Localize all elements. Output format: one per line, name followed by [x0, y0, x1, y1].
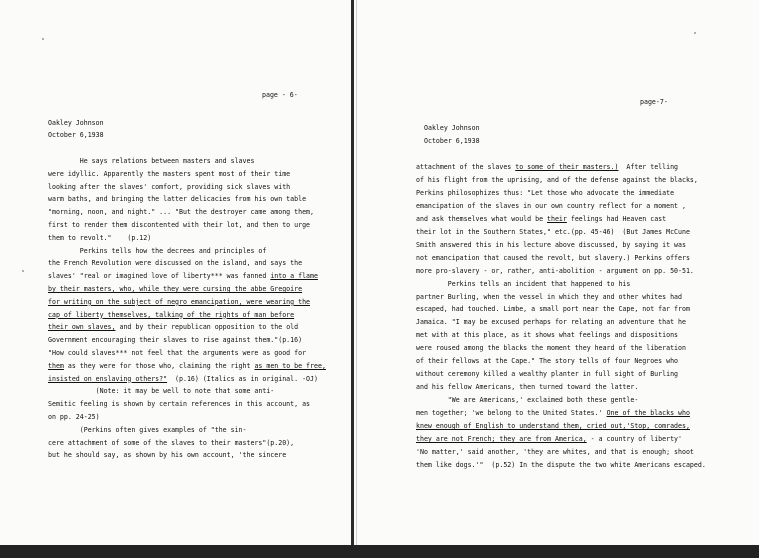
text-run: their lot in the Southern States," etc.(pp. 45-46) (But James McCune — [416, 227, 690, 236]
scan-speck — [694, 32, 696, 34]
text-run: - a country of liberty' — [586, 434, 682, 443]
scan-speck — [22, 270, 24, 272]
text-run: on pp. 24-25) — [48, 413, 100, 421]
text-line — [416, 305, 690, 313]
text-run: (p.16) (Italics as in original. -OJ) — [167, 374, 318, 383]
text-run: slaves' "real or imagined love of liberty*** was fanned — [48, 272, 271, 281]
right-page — [354, 0, 759, 545]
text-run: met with at this place, as it shows what feelings and dispositions — [416, 331, 679, 340]
text-run: Perkins tells an incident that happened to his — [416, 279, 631, 288]
text-run: "morning, noon, and night." ... "But the destroyer came among them, — [48, 208, 314, 217]
text-line — [416, 163, 678, 171]
text-line — [48, 170, 290, 178]
text-run: more pro-slavery - or, rather, anti-abolition - argument on pp. 50-51. — [416, 266, 694, 275]
text-run: Perkins tells how the decrees and principles of — [48, 246, 267, 255]
underlined-text: to some of their masters.) — [515, 163, 619, 171]
text-run: (Note: it may be well to note that some anti- — [48, 387, 275, 396]
text-run: and ask themselves what would be — [416, 214, 548, 223]
text-line — [416, 461, 706, 469]
text-line — [48, 387, 274, 395]
underlined-text: cap of liberty themselves, talking of the rights of man before — [48, 310, 295, 319]
page-number: page - 6- — [262, 91, 298, 99]
text-line — [48, 298, 310, 306]
text-line — [416, 409, 690, 417]
underlined-text: into a flame — [270, 272, 318, 281]
text-line — [416, 448, 694, 456]
underlined-text: as men to be free, — [254, 361, 326, 370]
text-line — [48, 349, 306, 357]
text-line — [416, 189, 674, 197]
underlined-text: they are not French; they are from America, — [416, 434, 587, 443]
text-line — [48, 195, 306, 203]
text-line — [48, 259, 302, 267]
text-run: warm baths, and bringing the latter delicacies from his own table — [48, 195, 307, 204]
text-line — [48, 426, 247, 434]
text-line — [48, 336, 302, 344]
text-line — [48, 272, 318, 280]
text-line — [48, 311, 294, 319]
page-edge-line — [356, 0, 357, 545]
underlined-text: their own slaves, — [48, 323, 116, 332]
text-line — [48, 400, 310, 408]
text-line — [416, 396, 638, 404]
header-date: October 6,1938 — [48, 131, 104, 139]
text-line — [48, 157, 254, 165]
text-run: them to revolt." (p.12) — [48, 233, 152, 242]
text-run: and his fellow Americans, then turned toward the latter. — [416, 383, 639, 392]
text-run: Semitic feeling is shown by certain references in this account, as — [48, 400, 311, 409]
text-run: and by their republican opposition to the old — [115, 323, 299, 332]
underlined-text: knew enough of English to understand them, cried out,'Stop, comrades, — [416, 422, 690, 430]
text-line — [48, 221, 310, 229]
text-line — [416, 176, 698, 184]
text-run: After telling — [618, 163, 679, 171]
text-line — [416, 331, 678, 339]
text-line — [48, 234, 151, 242]
text-line — [48, 375, 318, 383]
text-run: without ceremony killed a wealthy planter in full sight of Burling — [416, 370, 679, 379]
text-line — [48, 247, 266, 255]
text-run: (Perkins often gives examples of "the sin- — [48, 425, 247, 434]
text-line — [48, 285, 302, 293]
text-run: men together; 'we belong to the United States.' — [416, 409, 607, 418]
text-run: attachment of the slaves — [416, 163, 516, 171]
underlined-text: insisted on enslaving others?" — [48, 374, 168, 383]
text-run: as they were for those who, claiming the right — [63, 361, 255, 370]
text-line — [416, 357, 678, 365]
text-line — [416, 228, 690, 236]
text-line — [416, 254, 690, 262]
text-line — [48, 183, 290, 191]
text-line — [416, 435, 682, 443]
text-run: "We are Americans,' exclaimed both these gentle- — [416, 396, 639, 405]
text-line — [416, 267, 694, 275]
text-line — [48, 451, 286, 459]
text-run: of his flight from the uprising, and of the defense against the blacks, — [416, 175, 698, 184]
left-page — [0, 0, 351, 545]
text-run: the French Revolution were discussed on the island, and says the — [48, 259, 303, 268]
text-line — [48, 208, 314, 216]
text-run: Jamaica. "I may be excused perhaps for relating an adventure that he — [416, 318, 686, 327]
text-run: were idyllic. Apparently the masters spent most of their time — [48, 169, 291, 178]
text-line — [416, 370, 678, 378]
header-name: Oakley Johnson — [424, 124, 480, 132]
underlined-text: their — [547, 214, 567, 223]
text-run: of their fellows at the Cape." The story tells of four Negroes who — [416, 357, 679, 366]
text-line — [416, 293, 682, 301]
text-line — [416, 383, 638, 391]
text-run: cere attachment of some of the slaves to their masters"(p.20), — [48, 438, 295, 447]
text-run: first to render them discontented with their lot, and then to urge — [48, 221, 311, 229]
text-run: Government encouraging their slaves to rise against them."(p.16) — [48, 336, 303, 345]
text-run: escaped, had touched. Limbe, a small port near the Cape, not far from — [416, 305, 690, 314]
page-number: page-7- — [640, 98, 668, 106]
text-line — [416, 215, 666, 223]
underlined-text: by their masters, who, while they were cursing the abbe Gregoire — [48, 285, 303, 293]
text-line — [416, 241, 686, 249]
text-run: Perkins philosophizes thus: "Let those who advocate the immediate — [416, 188, 675, 197]
underlined-text: for writing on the subject of negro emancipation, were wearing the — [48, 297, 311, 306]
underlined-text: One of the blacks who — [606, 409, 690, 418]
text-run: were roused among the blacks the moment they heard of the liberation — [416, 344, 686, 353]
text-run: feelings had Heaven cast — [566, 214, 667, 223]
header-date: October 6,1938 — [424, 137, 480, 145]
text-run: but he should say, as shown by his own account, 'the sincere — [48, 451, 287, 460]
text-line — [416, 280, 630, 288]
text-line — [416, 344, 686, 352]
scan-speck — [42, 38, 44, 40]
text-run: not emancipation that caused the revolt, but slavery.) Perkins offers — [416, 253, 690, 262]
text-run: Smith answered this in his lecture above discussed, by saying it was — [416, 240, 686, 249]
underlined-text: them — [48, 361, 64, 370]
text-run: partner Burling, when the vessel in which they and other whites had — [416, 292, 682, 301]
scan-bottom-edge — [0, 545, 759, 558]
text-run: 'No matter,' said another, 'they are whites, and that is enough; shoot — [416, 447, 694, 456]
text-line — [48, 413, 100, 421]
text-run: "How could slaves*** not feel that the arguments were as good for — [48, 349, 307, 357]
text-run: looking after the slaves' comfort, providing sick slaves with — [48, 182, 291, 191]
text-line — [416, 422, 690, 430]
header-name: Oakley Johnson — [48, 119, 104, 127]
text-line — [416, 318, 686, 326]
text-run: them like dogs.'" (p.52) In the dispute the two white Americans escaped. — [416, 460, 706, 469]
text-line — [416, 202, 686, 210]
text-line — [48, 439, 294, 447]
text-line — [48, 362, 326, 370]
text-run: emancipation of the slaves in our own country reflect for a moment , — [416, 201, 686, 210]
text-line — [48, 323, 298, 331]
text-run: He says relations between masters and slaves — [48, 157, 255, 165]
